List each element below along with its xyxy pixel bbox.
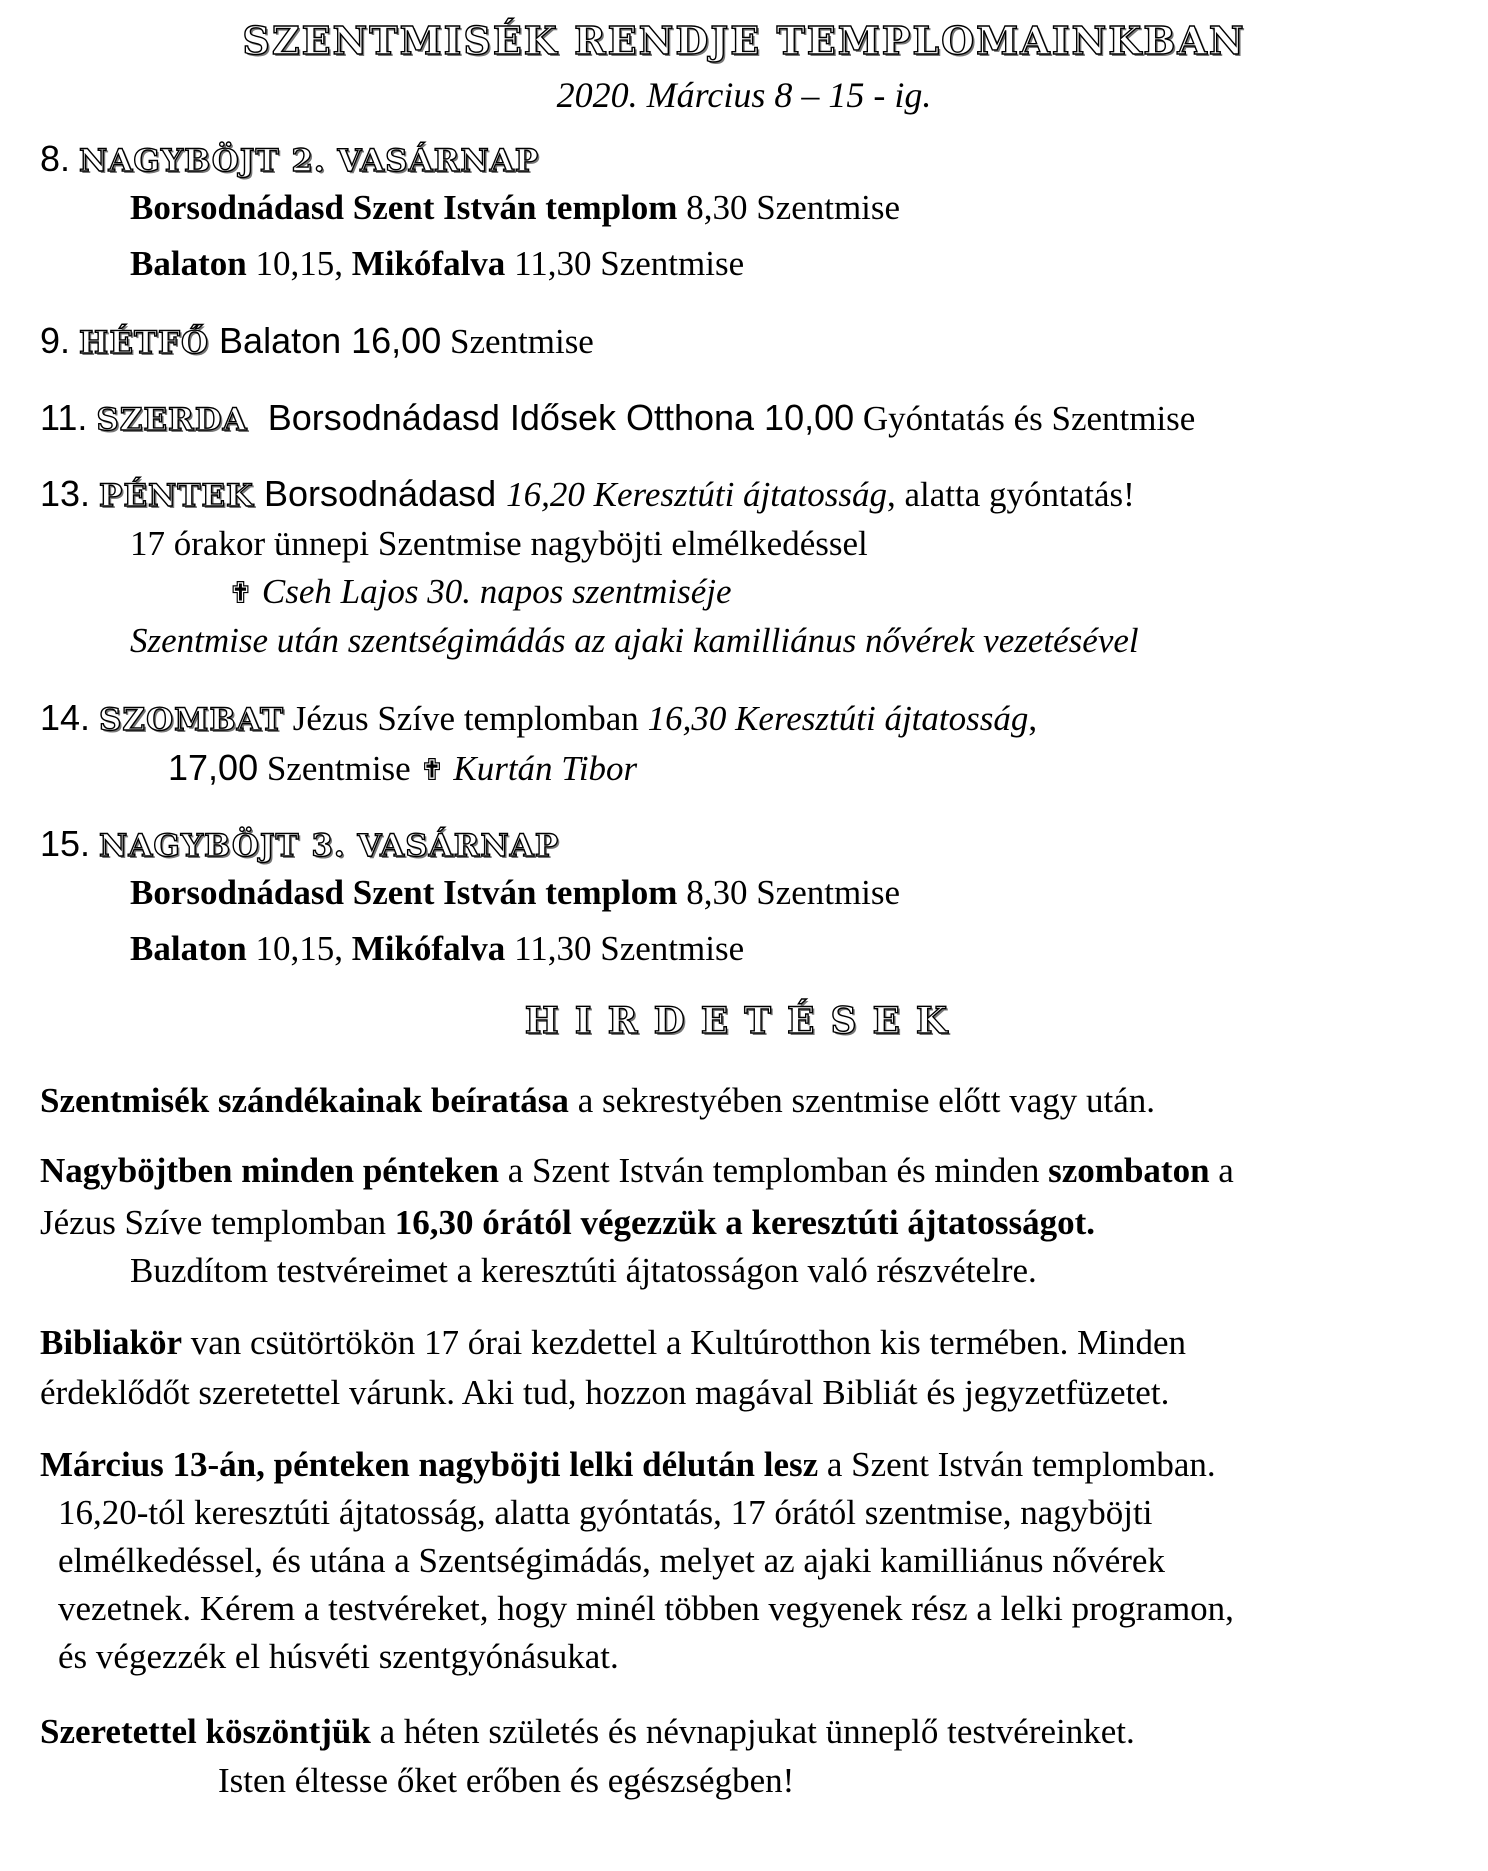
time-mikofalva: 11,30 Szentmise: [505, 929, 745, 968]
place-time: Balaton 16,00: [209, 320, 442, 361]
body-text: van csütörtökön 17 órai kezdettel a Kultúrotthon kis termében. Minden: [181, 1323, 1187, 1362]
day-13-line-2: 17 órakor ünnepi Szentmise nagyböjti elmélkedéssel: [130, 524, 868, 563]
body-text: Jézus Szíve templomban: [40, 1203, 395, 1242]
day-15-heading: [40, 823, 559, 865]
announcement-bible-line-1: [40, 1323, 1186, 1363]
memorial-name: Cseh Lajos 30. napos szentmiséje: [253, 572, 732, 611]
bold-saturday: szombaton: [1048, 1151, 1210, 1190]
announcement-retreat-line-1: [40, 1445, 1216, 1485]
day-8-line-2: [130, 244, 744, 284]
announcement-retreat-line-2: 16,20-tól keresztúti ájtatosság, alatta gyóntatás, 17 órától szentmise, nagyböjti: [58, 1493, 1153, 1532]
place-balaton: Balaton: [130, 929, 247, 968]
body-text: a Szent István templomban és minden: [498, 1151, 1049, 1190]
announcement-birthdays-line-1: [40, 1712, 1135, 1752]
mass-time: 17,00: [168, 747, 259, 788]
day-name: HÉTFŐ: [79, 325, 210, 361]
announcement-lent-line-2: [40, 1203, 1095, 1243]
place: Borsodnádasd: [253, 473, 507, 514]
date-range: 2020. Március 8 – 15 - ig.: [556, 75, 932, 115]
day-number: 13.: [40, 473, 91, 514]
place-time: Borsodnádasd Idősek Otthona 10,00: [247, 397, 855, 438]
place-mikofalva: Mikófalva: [351, 929, 506, 968]
day-number: 15.: [40, 823, 91, 864]
day-number: 8.: [40, 138, 71, 179]
announcement-bible-line-2: érdeklődőt szeretettel várunk. Aki tud, hozzon magával Bibliát és jegyzetfüzetet.: [40, 1373, 1170, 1412]
day-11-line: [40, 397, 1195, 439]
day-name: SZERDA: [96, 402, 248, 438]
day-8-line-1: [130, 188, 900, 228]
stations-of-cross: 16,20 Keresztúti ájtatosság: [506, 475, 887, 514]
day-name: PÉNTEK: [99, 478, 254, 514]
church-name: Borsodnádasd Szent István templom: [130, 873, 678, 912]
mass-label: Szentmise: [258, 749, 420, 788]
announcement-intentions: [40, 1081, 1155, 1121]
place-balaton: Balaton: [130, 244, 247, 283]
confession-note: , alatta gyóntatás!: [886, 475, 1135, 514]
body-text: a héten születés és névnapjukat ünneplő testvéreinket.: [370, 1712, 1135, 1751]
church-name: Borsodnádasd Szent István templom: [130, 188, 678, 227]
day-15-line-2: [130, 929, 744, 969]
memorial-name: Kurtán Tibor: [444, 749, 638, 788]
day-14-line-2: [168, 747, 637, 789]
announcement-retreat-line-4: vezetnek. Kérem a testvéreket, hogy minél többen vegyenek rész a lelki programon,: [58, 1589, 1234, 1628]
body-text: a: [1209, 1151, 1234, 1190]
mass-time: 8,30 Szentmise: [677, 188, 901, 227]
day-13-line-1: [40, 473, 1135, 515]
announcement-lent-line-3: Buzdítom testvéreimet a keresztúti ájtatosságon való részvételre.: [130, 1251, 1037, 1290]
day-13-line-4: Szentmise után szentségimádás az ajaki kamilliánus nővérek vezetésével: [130, 621, 1139, 660]
announcement-retreat-line-5: és végezzék el húsvéti szentgyónásukat.: [58, 1637, 619, 1676]
bold-lead: Nagyböjtben minden pénteken: [40, 1151, 499, 1190]
announcements-heading: HIRDETÉSEK: [524, 1000, 964, 1042]
mass-time: 8,30 Szentmise: [677, 873, 901, 912]
day-name: NAGYBÖJT 3. VASÁRNAP: [99, 828, 560, 864]
day-number: 9.: [40, 320, 71, 361]
page-title: SZENTMISÉK RENDJE TEMPLOMAINKBAN: [242, 18, 1246, 63]
bold-time: 16,30 órától végezzük a keresztúti ájtatosságot.: [394, 1203, 1095, 1242]
day-number: 14.: [40, 697, 91, 738]
stations-of-cross: 16,30 Keresztúti ájtatosság: [647, 699, 1029, 738]
announcement-retreat-line-3: elmélkedéssel, és utána a Szentségimádás, melyet az ajaki kamilliánus nővérek: [58, 1541, 1165, 1580]
day-name: NAGYBÖJT 2. VASÁRNAP: [79, 143, 540, 179]
body-text: a sekrestyében szentmise előtt vagy után.: [568, 1081, 1155, 1120]
day-number: 11.: [40, 397, 88, 438]
day-name: SZOMBAT: [99, 702, 285, 738]
time-balaton: 10,15,: [246, 929, 352, 968]
time-balaton: 10,15,: [246, 244, 352, 283]
day-8-heading: [40, 138, 539, 180]
cross-icon: ✟: [419, 753, 445, 788]
event: Gyóntatás és Szentmise: [854, 399, 1196, 438]
bold-lead: Március 13-án, pénteken nagyböjti lelki délután lesz: [40, 1445, 819, 1484]
cross-icon: ✟: [228, 576, 254, 611]
day-13-line-3: [228, 572, 732, 612]
time-mikofalva: 11,30 Szentmise: [505, 244, 745, 283]
place: Jézus Szíve templomban: [284, 699, 648, 738]
announcement-birthdays-line-2: Isten éltesse őket erőben és egészségben!: [218, 1761, 795, 1800]
day-9-line: [40, 320, 594, 362]
bold-lead: Bibliakör: [40, 1323, 182, 1362]
day-14-line-1: [40, 697, 1037, 739]
bold-lead: Szentmisék szándékainak beíratása: [40, 1081, 569, 1120]
place-mikofalva: Mikófalva: [351, 244, 506, 283]
announcement-lent-line-1: [40, 1151, 1234, 1191]
comma: ,: [1028, 699, 1038, 738]
body-text: a Szent István templomban.: [818, 1445, 1216, 1484]
bold-lead: Szeretettel köszöntjük: [40, 1712, 371, 1751]
day-15-line-1: [130, 873, 900, 913]
event: Szentmise: [441, 322, 594, 361]
